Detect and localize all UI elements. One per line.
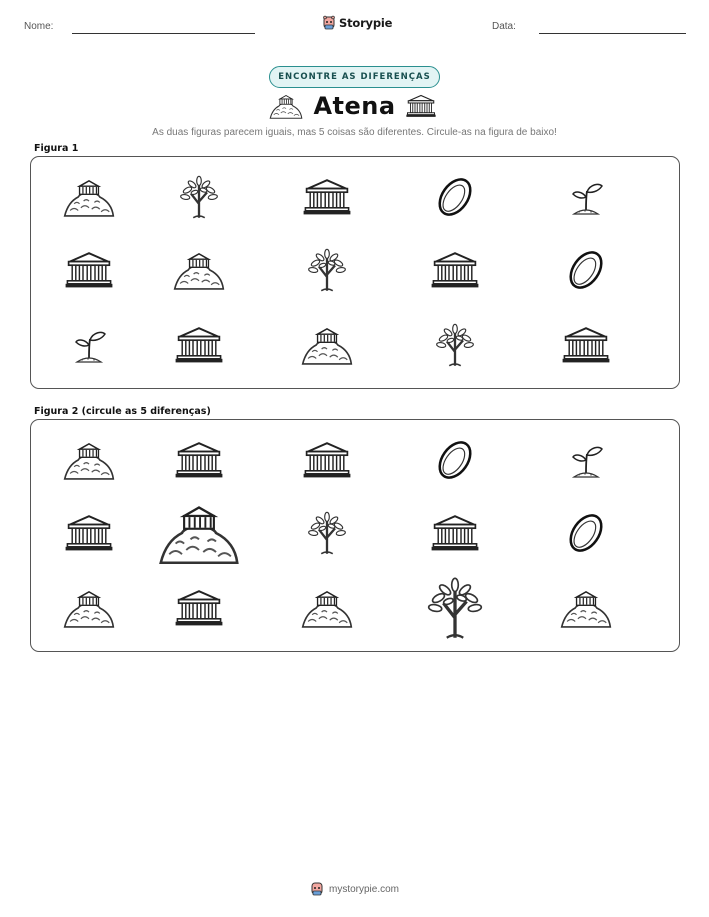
olive-seed-icon — [563, 510, 609, 556]
temple-icon — [406, 93, 436, 119]
date-line — [539, 33, 686, 34]
title-row — [0, 92, 709, 122]
temple-icon — [303, 440, 351, 480]
temple-icon — [175, 588, 223, 628]
figure-1-panel — [30, 156, 680, 389]
storypie-mascot-icon — [322, 15, 336, 31]
figure-1-label: Figura 1 — [34, 143, 79, 154]
olive-seed-icon — [432, 174, 478, 220]
acropolis-icon — [300, 323, 354, 367]
temple-icon — [431, 513, 479, 553]
activity-badge — [269, 66, 440, 88]
footer-url: mystorypie.com — [328, 883, 399, 895]
acropolis-icon — [62, 438, 116, 482]
temple-icon — [303, 177, 351, 217]
temple-icon — [431, 250, 479, 290]
acropolis-icon — [172, 248, 226, 292]
olive-tree-icon — [304, 510, 350, 556]
sprout-icon — [69, 324, 109, 366]
olive-tree-icon — [304, 247, 350, 293]
temple-icon — [562, 325, 610, 365]
olive-tree-icon — [432, 322, 478, 368]
date-label: Data: — [492, 21, 516, 32]
olive-tree-icon — [420, 575, 490, 641]
name-label: Nome: — [24, 21, 54, 32]
acropolis-icon — [62, 586, 116, 630]
temple-icon — [65, 250, 113, 290]
page-title: Atena — [313, 92, 396, 120]
acropolis-icon — [62, 175, 116, 219]
sprout-icon — [566, 439, 606, 481]
temple-icon — [175, 325, 223, 365]
olive-seed-icon — [432, 437, 478, 483]
figure-2-label: Figura 2 (circule as 5 diferenças) — [34, 406, 211, 417]
acropolis-icon — [300, 586, 354, 630]
name-line — [72, 33, 255, 34]
brand-logo — [322, 14, 392, 32]
olive-tree-icon — [176, 174, 222, 220]
instructions-text: As duas figuras parecem iguais, mas 5 coisas são diferentes. Circule-as na figura de baixo! — [152, 127, 557, 138]
acropolis-icon — [155, 499, 243, 567]
sprout-icon — [566, 176, 606, 218]
storypie-mascot-icon — [310, 881, 324, 897]
temple-icon — [65, 513, 113, 553]
badge-text: ENCONTRE AS DIFERENÇAS — [278, 72, 431, 82]
acropolis-icon — [559, 586, 613, 630]
figure-2-panel — [30, 419, 680, 652]
footer — [0, 879, 709, 899]
brand-name: Storypie — [339, 16, 393, 30]
temple-icon — [175, 440, 223, 480]
olive-seed-icon — [563, 247, 609, 293]
worksheet-header — [0, 14, 709, 44]
